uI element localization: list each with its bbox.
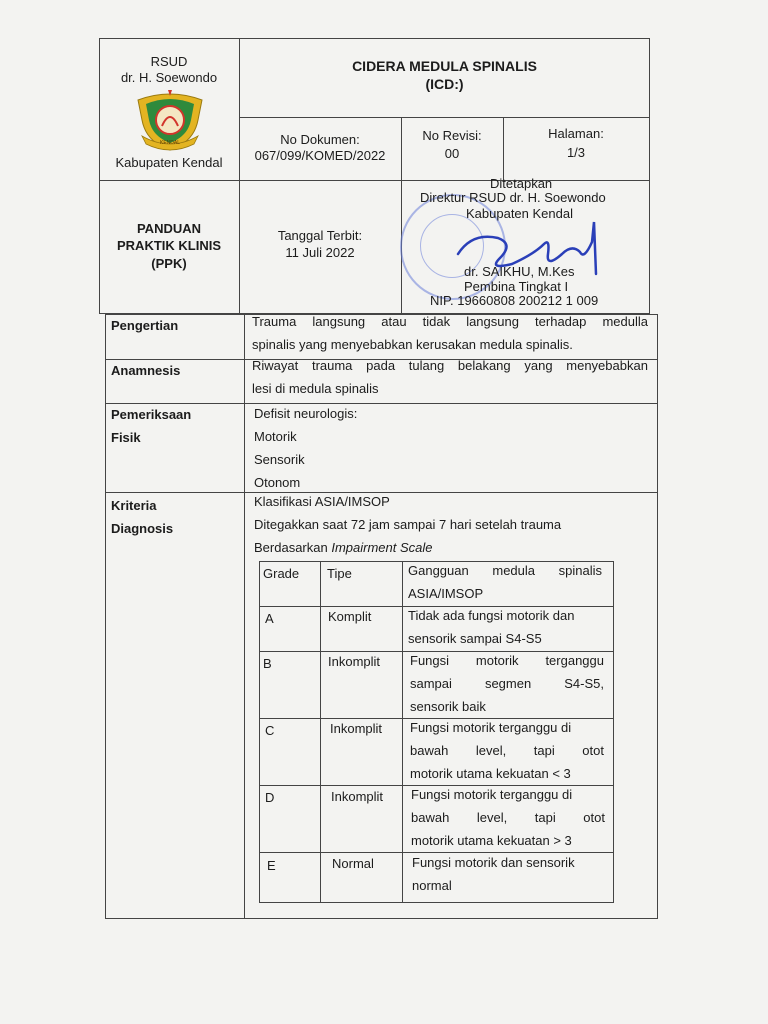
pemeriksaan-item: Sensorik [254,452,305,467]
asia-desc-c: Fungsi motorik terganggu di bawah level, tapi otot motorik utama kekuatan < 3 [410,720,604,781]
approval-region: Kabupaten Kendal [466,206,573,221]
page-value: 1/3 [566,145,586,160]
asia-header-tipe: Tipe [327,566,352,581]
pengertian-line-1: Trauma langsung atau tidak langsung terhadap medulla [252,314,648,329]
icd-code: (ICD:) [425,76,464,92]
asia-grade-e: E [267,858,276,873]
asia-tipe-c: Inkomplit [330,721,383,736]
kriteria-label: Kriteria [111,498,157,513]
signer-name: dr. SAIKHU, M.Kes [464,264,575,279]
asia-grade-d: D [265,790,275,805]
asia-tipe-b: Inkomplit [328,654,381,669]
asia-tipe-a: Komplit [328,609,372,624]
asia-header-gangguan: Gangguan medula spinalis ASIA/IMSOP [408,563,602,601]
page-label: Halaman: [548,126,604,141]
asia-desc-a: Tidak ada fungsi motorik dan sensorik sampai S4-S5 [408,608,575,646]
org-name: RSUD [150,54,188,69]
kriteria-line-3: Berdasarkan Impairment Scale [254,540,433,555]
kriteria-line-2: Ditegakkan saat 72 jam sampai 7 hari setelah trauma [254,517,562,532]
pemeriksaan-item: Motorik [254,429,297,444]
anamnesis-text [252,354,648,400]
doc-number-label: No Dokumen: [280,132,360,147]
logo-ribbon-text: KENDAL [159,140,180,146]
asia-tipe-d: Inkomplit [331,789,384,804]
pemeriksaan-item: Otonom [254,475,301,490]
pengertian-line-2: spinalis yang menyebabkan kerusakan medula spinalis. [252,337,573,352]
issue-date-label: Tanggal Terbit: [277,228,363,243]
kriteria-text [254,490,561,559]
content-column-divider [244,314,245,919]
ppk-line3: (PPK) [151,256,187,271]
anamnesis-label: Anamnesis [111,363,181,378]
org-region: Kabupaten Kendal [115,155,223,170]
fisik-label: Fisik [111,430,141,445]
anamnesis-line-1: Riwayat trauma pada tulang belakang yang menyebabkan [252,358,648,373]
revision-value: 00 [444,146,460,161]
approval-title: Ditetapkan [490,176,553,191]
asia-header-grade: Grade [263,566,300,581]
asia-grade-a: A [265,611,274,626]
asia-grade-b: B [263,656,272,671]
kriteria-line-1: Klasifikasi ASIA/IMSOP [254,494,390,509]
pengertian-label: Pengertian [111,318,179,333]
asia-desc-e: Fungsi motorik dan sensorik normal [412,855,575,893]
header-divider-mid [99,180,650,181]
anamnesis-line-2: lesi di medula spinalis [252,381,379,396]
document-title: CIDERA MEDULA SPINALIS [352,58,537,74]
header-divider-page [503,117,504,180]
diagnosis-label: Diagnosis [111,521,174,536]
approval-director: Direktur RSUD dr. H. Soewondo [420,190,606,205]
pengertian-text [252,310,648,356]
org-subname: dr. H. Soewondo [120,70,218,85]
signer-rank: Pembina Tingkat I [464,279,569,294]
pemeriksaan-item: Defisit neurologis: [254,406,358,421]
pemeriksaan-items [254,402,357,494]
issue-date-value: 11 Juli 2022 [285,245,355,260]
kendal-logo [132,86,208,154]
pemeriksaan-label: Pemeriksaan [111,407,192,422]
asia-desc-d: Fungsi motorik terganggu di bawah level, tapi otot motorik utama kekuatan > 3 [411,787,605,848]
ppk-line1: PANDUAN [136,221,202,236]
asia-tipe-e: Normal [332,856,374,871]
impairment-scale-term: Impairment Scale [331,540,433,555]
ppk-line2: PRAKTIK KLINIS [117,238,221,253]
header-divider-title [239,117,650,118]
asia-desc-b: Fungsi motorik terganggu sampai segmen S4-S5, sensorik baik [410,653,604,714]
revision-label: No Revisi: [422,128,482,143]
asia-grade-c: C [265,723,275,738]
doc-number-value: 067/099/KOMED/2022 [254,148,386,163]
signer-nip: NIP. 19660808 200212 1 009 [430,293,599,308]
